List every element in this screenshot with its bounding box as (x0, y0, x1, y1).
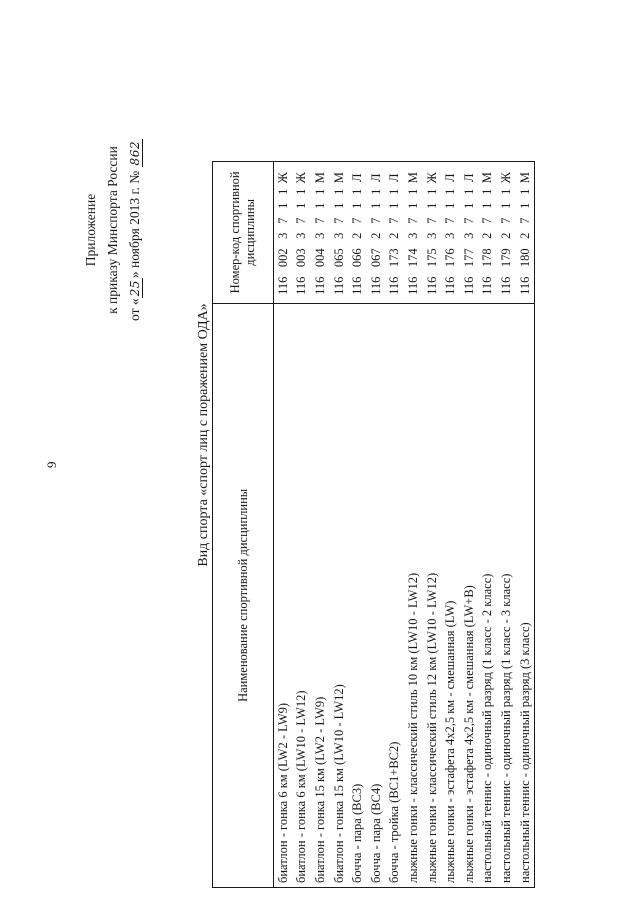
code-part: 116 (294, 276, 309, 295)
discipline-name-cell: лыжные гонки - эстафета 4х2,5 км - смешанная (LW+B) (460, 303, 479, 887)
discipline-name-cell: биатлон - гонка 15 км (LW2 - LW9) (311, 303, 330, 887)
code-part: 1 (498, 188, 513, 195)
code-part: 1 (443, 202, 458, 209)
discipline-code-cell (479, 162, 498, 304)
discipline-name-cell: биатлон - гонка 15 км (LW10 - LW12) (330, 303, 349, 887)
code-part: 7 (350, 217, 365, 224)
discipline-code (387, 171, 402, 299)
code-part: 7 (517, 217, 532, 224)
code-part: 7 (424, 217, 439, 224)
table-row (367, 162, 386, 888)
table-row (348, 162, 367, 888)
code-part: 116 (405, 276, 420, 295)
code-part: 116 (350, 276, 365, 295)
code-part: 177 (461, 248, 476, 268)
code-part: 1 (405, 202, 420, 209)
discipline-name-cell: лыжные гонки - эстафета 4х2,5 км - смешанная (LW) (441, 303, 460, 887)
code-part: 3 (424, 232, 439, 239)
appendix-title: Приложение (83, 193, 98, 267)
order-number-handwritten: 862 (128, 141, 142, 166)
discipline-name-cell: лыжные гонки - классический стиль 10 км (LW10 - LW12) (404, 303, 423, 887)
table-header-row (213, 162, 274, 888)
code-part: Ж (294, 172, 309, 184)
sport-title: Вид спорта «спорт лиц с поражением ОДА» (196, 303, 211, 567)
discipline-code-cell (330, 162, 349, 304)
discipline-name-cell: бочча - тройка (BC1+BC2) (386, 303, 405, 887)
discipline-name-cell: лыжные гонки - классический стиль 12 км (LW10 - LW12) (423, 303, 442, 887)
code-part: 176 (443, 248, 458, 268)
code-part: Л (443, 173, 458, 182)
code-part: М (517, 172, 532, 184)
code-part: 1 (275, 202, 290, 209)
discipline-name-cell: бочча - пара (BC4) (367, 303, 386, 887)
code-part: 1 (517, 188, 532, 195)
order-day-handwritten: 25 (128, 280, 142, 297)
code-part: 1 (461, 202, 476, 209)
code-part: 1 (517, 202, 532, 209)
discipline-code-cell (497, 162, 516, 304)
code-part: 3 (331, 232, 346, 239)
code-part: 179 (498, 248, 513, 268)
table-row (460, 162, 479, 888)
discipline-code (443, 171, 458, 299)
code-part: 116 (387, 276, 402, 295)
code-part: 1 (480, 188, 495, 195)
code-part: 3 (405, 232, 420, 239)
code-part: 7 (498, 217, 513, 224)
table-row (479, 162, 498, 888)
code-part: 174 (405, 248, 420, 268)
code-part: 3 (294, 232, 309, 239)
code-part: 116 (517, 276, 532, 295)
code-part: 1 (294, 188, 309, 195)
code-part: 1 (498, 202, 513, 209)
code-part: 004 (312, 248, 327, 268)
code-part: 7 (312, 217, 327, 224)
code-part: 003 (294, 248, 309, 268)
discipline-code-cell (367, 162, 386, 304)
code-part: 1 (312, 202, 327, 209)
code-part: 180 (517, 248, 532, 268)
code-part: М (405, 172, 420, 184)
discipline-code (406, 171, 421, 299)
code-part: 1 (480, 202, 495, 209)
code-part: Л (387, 173, 402, 182)
code-part: 1 (461, 188, 476, 195)
header-discipline-code: Номер-код спортивной дисциплины (213, 162, 274, 304)
discipline-name-cell: биатлон - гонка 6 км (LW2 - LW9) (274, 303, 293, 887)
page-number: 9 (44, 461, 59, 468)
code-part: 2 (480, 232, 495, 239)
discipline-code-cell (423, 162, 442, 304)
code-part: 2 (387, 232, 402, 239)
code-part: 3 (443, 232, 458, 239)
code-part: 1 (312, 188, 327, 195)
code-part: 2 (368, 232, 383, 239)
code-part: 178 (480, 248, 495, 268)
code-part: 1 (424, 202, 439, 209)
code-part: 3 (312, 232, 327, 239)
discipline-code-cell (293, 162, 312, 304)
discipline-code-cell (460, 162, 479, 304)
discipline-code (350, 171, 365, 299)
code-part: 1 (350, 188, 365, 195)
code-part: 065 (331, 248, 346, 268)
code-part: 116 (331, 276, 346, 295)
code-part: М (331, 172, 346, 184)
code-part: 1 (387, 202, 402, 209)
discipline-code (480, 171, 495, 299)
table-row (311, 162, 330, 888)
code-part: М (480, 172, 495, 184)
discipline-code (313, 171, 328, 299)
table-row (423, 162, 442, 888)
table-row (497, 162, 516, 888)
code-part: 1 (387, 188, 402, 195)
header-discipline-name: Наименование спортивной дисциплины (213, 303, 274, 887)
discipline-name-cell: настольный теннис - одиночный разряд (1 класс - 2 класс) (479, 303, 498, 887)
code-part: 7 (331, 217, 346, 224)
discipline-name-cell: настольный теннис - одиночный разряд (1 класс - 3 класс) (497, 303, 516, 887)
code-part: 1 (350, 202, 365, 209)
discipline-code-cell (348, 162, 367, 304)
code-part: 7 (405, 217, 420, 224)
code-part: Л (368, 173, 383, 182)
discipline-code (294, 171, 309, 299)
code-part: 1 (443, 188, 458, 195)
table-row (386, 162, 405, 888)
code-part: Ж (275, 172, 290, 184)
table-row (274, 162, 293, 888)
code-part: 1 (275, 188, 290, 195)
discipline-code (332, 171, 347, 299)
discipline-code (425, 171, 440, 299)
code-part: 3 (275, 232, 290, 239)
code-part: 1 (331, 188, 346, 195)
code-part: 173 (387, 248, 402, 268)
code-part: 2 (498, 232, 513, 239)
code-part: Ж (424, 172, 439, 184)
code-part: 116 (312, 276, 327, 295)
code-part: Ж (498, 172, 513, 184)
table-row (330, 162, 349, 888)
discipline-code-cell (274, 162, 293, 304)
code-part: 1 (294, 202, 309, 209)
discipline-name-cell: настольный теннис - одиночный разряд (3 класс) (516, 303, 535, 887)
code-part: 067 (368, 248, 383, 268)
code-part: 116 (368, 276, 383, 295)
table-row (293, 162, 312, 888)
table-row (441, 162, 460, 888)
discipline-code-cell (386, 162, 405, 304)
code-part: 7 (387, 217, 402, 224)
order-date-prefix: от « (127, 298, 142, 321)
code-part: 2 (517, 232, 532, 239)
appendix-order-ref: к приказу Минспорта России (105, 146, 120, 314)
code-part: 2 (350, 232, 365, 239)
code-part: 116 (498, 276, 513, 295)
order-date-middle: » ноября 2013 г. № (127, 170, 142, 279)
discipline-code-cell (404, 162, 423, 304)
code-part: Л (461, 173, 476, 182)
table-row (404, 162, 423, 888)
discipline-code-cell (441, 162, 460, 304)
code-part: 1 (368, 188, 383, 195)
code-part: 116 (443, 276, 458, 295)
code-part: 116 (275, 276, 290, 295)
disciplines-table (212, 161, 535, 888)
discipline-code (369, 171, 384, 299)
discipline-name-cell: биатлон - гонка 6 км (LW10 - LW12) (293, 303, 312, 887)
table-body (274, 162, 535, 888)
code-part: 7 (461, 217, 476, 224)
code-part: М (312, 172, 327, 184)
appendix-header (80, 115, 146, 345)
code-part: 7 (368, 217, 383, 224)
discipline-code (499, 171, 514, 299)
discipline-code (518, 171, 533, 299)
code-part: 7 (443, 217, 458, 224)
code-part: 1 (424, 188, 439, 195)
code-part: 1 (368, 202, 383, 209)
code-part: Л (350, 173, 365, 182)
code-part: 116 (461, 276, 476, 295)
appendix-order-date (124, 115, 146, 345)
code-part: 175 (424, 248, 439, 268)
code-part: 066 (350, 248, 365, 268)
code-part: 002 (275, 248, 290, 268)
code-part: 116 (480, 276, 495, 295)
discipline-code (462, 171, 477, 299)
discipline-code (276, 171, 291, 299)
code-part: 116 (424, 276, 439, 295)
code-part: 1 (331, 202, 346, 209)
code-part: 7 (480, 217, 495, 224)
discipline-code-cell (516, 162, 535, 304)
code-part: 7 (294, 217, 309, 224)
code-part: 7 (275, 217, 290, 224)
code-part: 1 (405, 188, 420, 195)
discipline-name-cell: бочча - пара (BC3) (348, 303, 367, 887)
table-row (516, 162, 535, 888)
code-part: 3 (461, 232, 476, 239)
discipline-code-cell (311, 162, 330, 304)
